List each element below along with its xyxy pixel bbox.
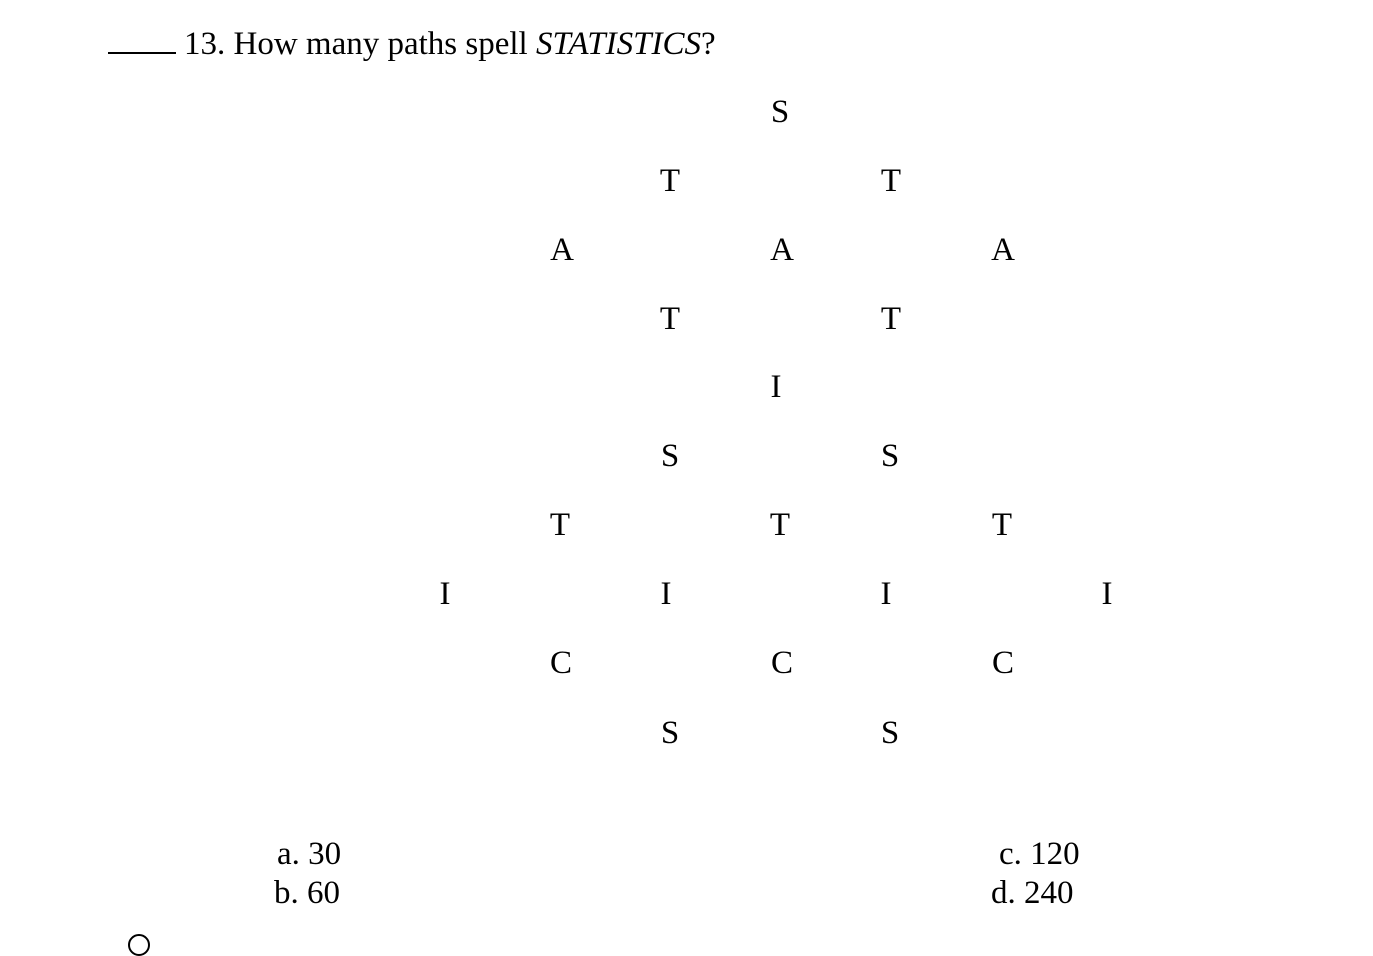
diagram-letter: T xyxy=(549,507,571,543)
diagram-letter: S xyxy=(660,715,680,751)
diagram-letter: S xyxy=(660,438,680,474)
diagram-letter: S xyxy=(880,715,900,751)
diagram-letter: I xyxy=(770,369,782,405)
diagram-letter: A xyxy=(991,232,1015,268)
cutoff-mark xyxy=(128,934,150,956)
diagram-letter: T xyxy=(991,507,1013,543)
choice-b: b. 60 xyxy=(274,875,340,911)
question-suffix: ? xyxy=(701,26,716,62)
choice-d: d. 240 xyxy=(991,875,1074,911)
diagram-letter: I xyxy=(439,576,451,612)
diagram-letter: T xyxy=(769,507,791,543)
diagram-letter: S xyxy=(880,438,900,474)
diagram-letter: C xyxy=(770,645,793,681)
diagram-letter: A xyxy=(550,232,574,268)
diagram-letter: T xyxy=(880,163,902,199)
diagram-letter: I xyxy=(1101,576,1113,612)
diagram-letter: T xyxy=(880,301,902,337)
question-prefix: 13. How many paths spell xyxy=(184,26,536,62)
diagram-letter: T xyxy=(659,163,681,199)
diagram-letter: S xyxy=(770,94,790,130)
diagram-letter: T xyxy=(659,301,681,337)
diagram-letter: I xyxy=(880,576,892,612)
choice-c: c. 120 xyxy=(999,836,1080,872)
diagram-letter: C xyxy=(991,645,1014,681)
diagram-letter: A xyxy=(770,232,794,268)
choice-a: a. 30 xyxy=(277,836,342,872)
diagram-letter: I xyxy=(660,576,672,612)
question-word: STATISTICS xyxy=(535,26,702,62)
diagram-letter: C xyxy=(549,645,572,681)
